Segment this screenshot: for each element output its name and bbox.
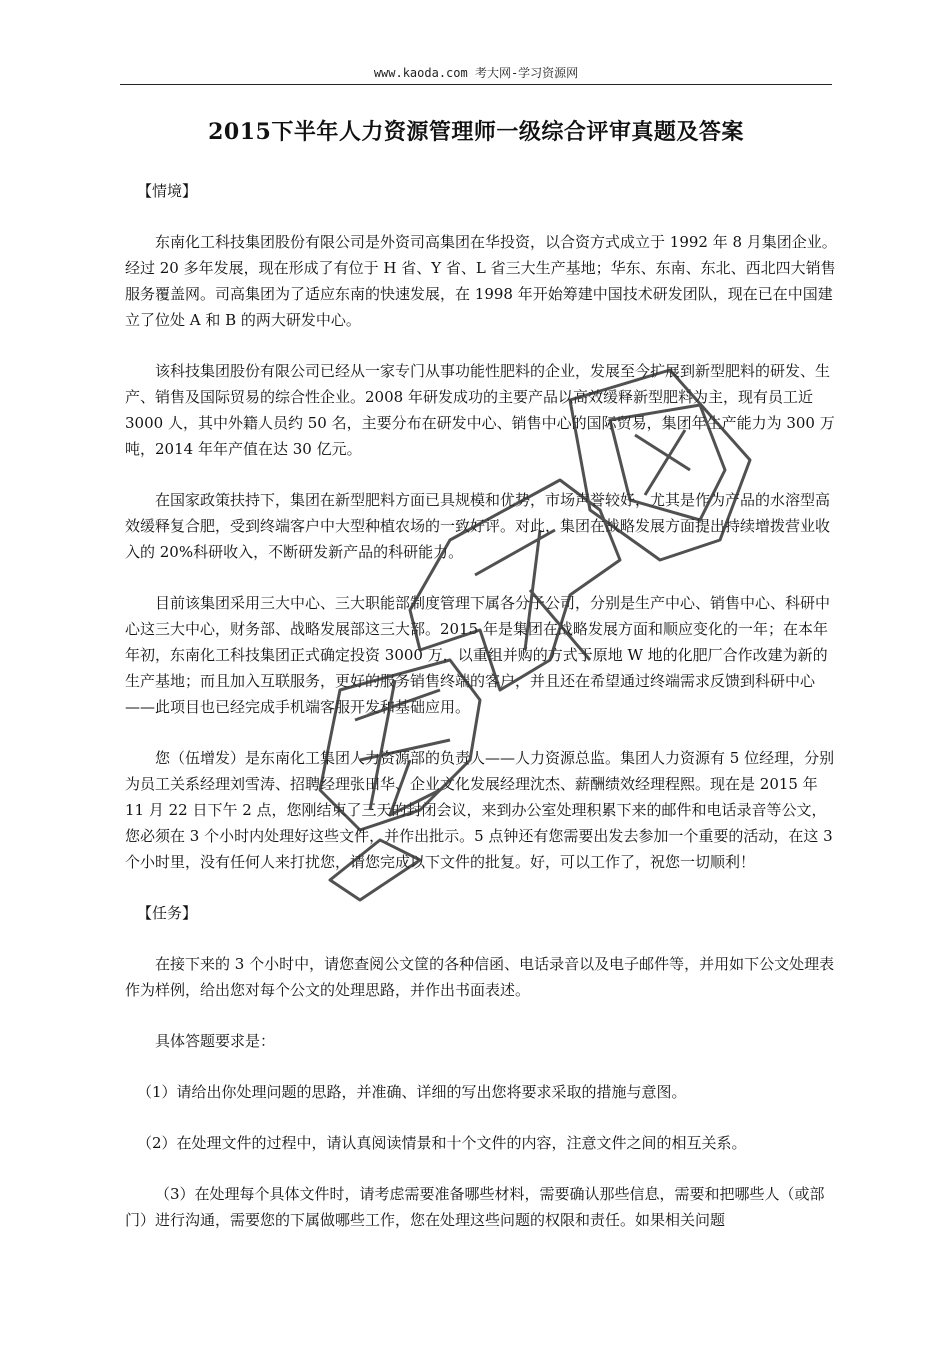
paragraph-5: 您（伍增发）是东南化工集团人力资源部的负责人——人力资源总监。集团人力资源有 5 位经理，分别为员工关系经理刘雪涛、招聘经理张田华、企业文化发展经理沈杰、薪酬绩效经理程熙。现在是 2015 年 11 月 22 日下午 2 点，您刚结束了三天的封闭会议，来到办公室处理积累下来的邮件和电话录音等公文，您必须在 3 个小时内处理好这些文件，并作出批示。5 点钟还有您需要出发去参加一个重要的活动，在这 3 个小时里，没有任何人来打扰您，请您完成以下文件的批复。好，可以工作了，祝您一切顺利！ <box>125 749 835 871</box>
header-rule <box>120 84 832 85</box>
requirement-1: （1）请给出你处理问题的思路，并准确、详细的写出您将要求采取的措施与意图。 <box>137 1083 687 1101</box>
requirement-3: （3）在处理每个具体文件时，请考虑需要准备哪些材料，需要确认那些信息，需要和把哪些人（或部门）进行沟通，需要您的下属做哪些工作，您在处理这些问题的权限和责任。如果相关问题 <box>125 1185 825 1229</box>
site-header: www.kaoda.com 考大网-学习资源网 <box>373 66 579 80</box>
paragraph-2: 该科技集团股份有限公司已经从一家专门从事功能性肥料的企业，发展至今扩展到新型肥料的研发、生产、销售及国际贸易的综合性企业。2008 年研发成功的主要产品以高效缓释新型肥料为主，现有员工近 3000 人，其中外籍人员约 50 名，主要分布在研发中心、销售中心的国际贸易，集团年生产能力为 300 万吨，2014 年年产值在达 30 亿元。 <box>125 362 835 458</box>
paragraph-6: 在接下来的 3 个小时中，请您查阅公文筐的各种信函、电话录音以及电子邮件等，并用如下公文处理表作为样例，给出您对每个公文的处理思路，并作出书面表述。 <box>125 955 835 999</box>
requirement-2: （2）在处理文件的过程中，请认真阅读情景和十个文件的内容，注意文件之间的相互关系。 <box>137 1134 747 1152</box>
paragraph-3: 在国家政策扶持下，集团在新型肥料方面已具规模和优势，市场声誉较好，尤其是作为产品的水溶型高效缓释复合肥，受到终端客户中大型种植农场的一致好评。对此，集团在战略发展方面提出持续增拨营业收入的 20%科研收入，不断研发新产品的科研能力。 <box>125 491 831 561</box>
document-body <box>125 178 837 1258</box>
situation-label: 【情境】 <box>137 182 198 200</box>
paragraph-7: 具体答题要求是： <box>155 1032 276 1050</box>
task-label: 【任务】 <box>137 904 198 922</box>
paragraph-1: 东南化工科技集团股份有限公司是外资司高集团在华投资，以合资方式成立于 1992 年 8 月集团企业。经过 20 多年发展，现在形成了有位于 H 省、Y 省、L 省三大生产基地；华东、东南、东北、西北四大销售服务覆盖网。司高集团为了适应东南的快速发展，在 1998 年开始筹建中国技术研发团队，现在已在中国建立了位处 A 和 B 的两大研发中心。 <box>125 233 837 329</box>
paragraph-4: 目前该集团采用三大中心、三大职能部制度管理下属各分子公司，分别是生产中心、销售中心、科研中心这三大中心，财务部、战略发展部这三大部。2015 年是集团在战略发展方面和顺应变化的一年；在本年年初，东南化工科技集团正式确定投资 3000 万，以重组并购的方式于原地 W 地的化肥厂合作改建为新的生产基地；而且加入互联服务，更好的服务销售终端的客户，并且还在希望通过终端需求反馈到科研中心——此项目也已经完成手机端客服开发和基础应用。 <box>125 594 831 716</box>
document-title: 2015下半年人力资源管理师一级综合评审真题及答案 <box>208 119 744 145</box>
